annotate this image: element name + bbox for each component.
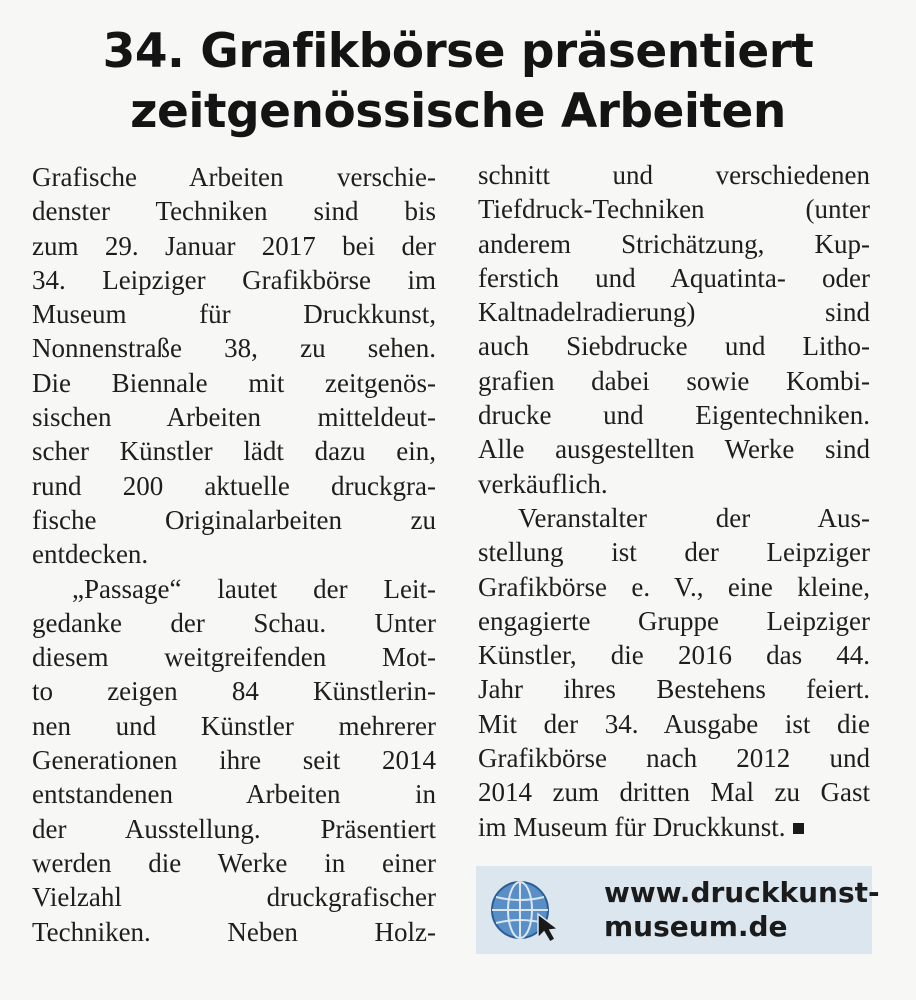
text-line: stellung ist der Leipziger <box>478 537 870 568</box>
text-line: ferstich und Aquatinta- oder <box>478 262 870 293</box>
website-url-line: www.druckkunst- <box>604 876 880 909</box>
text-line: der Ausstellung. Präsentiert <box>32 813 436 844</box>
text-line: gedanke der Schau. Unter <box>32 607 436 638</box>
text-line: Vielzahl druckgrafischer <box>32 882 436 913</box>
text-line: auch Siebdrucke und Litho- <box>478 331 870 362</box>
text-line: Alle ausgestellten Werke sind <box>478 434 870 465</box>
text-line: to zeigen 84 Künstlerin- <box>32 676 436 707</box>
text-line: entdecken. <box>32 539 149 570</box>
text-line: werden die Werke in einer <box>32 847 436 878</box>
article-column-right <box>478 158 870 844</box>
text-line: Mit der 34. Ausgabe ist die <box>478 708 870 739</box>
text-line-final-text: im Museum für Druckkunst. <box>478 811 786 842</box>
website-box <box>476 866 880 954</box>
text-line: Techniken. Neben Holz- <box>32 916 436 947</box>
text-line: scher Künstler lädt dazu ein, <box>32 436 436 467</box>
headline-line: zeitgenössische Arbeiten <box>130 84 786 139</box>
text-line: sischen Arbeiten mitteldeut- <box>32 402 436 433</box>
article-headline <box>0 22 916 142</box>
text-line: nen und Künstler mehrerer <box>32 710 436 741</box>
article-column-left <box>32 160 436 949</box>
text-line: Grafikbörse e. V., eine kleine, <box>478 571 870 602</box>
text-line: Museum für Druckkunst, <box>32 299 436 330</box>
text-line: schnitt und verschiedenen <box>478 160 870 190</box>
text-line-final <box>478 810 870 844</box>
text-line: rund 200 aktuelle druckgra- <box>32 470 436 501</box>
text-line: Kaltnadelradierung) sind <box>478 297 870 328</box>
globe-cursor-icon <box>488 878 568 944</box>
text-line: Grafische Arbeiten verschie- <box>32 162 436 192</box>
text-line: Künstler, die 2016 das 44. <box>478 640 870 671</box>
text-line: denster Techniken sind bis <box>32 196 436 227</box>
text-line: zum 29. Januar 2017 bei der <box>32 230 436 261</box>
text-line: Tiefdruck-Techniken (unter <box>478 194 870 225</box>
text-line: Veranstalter der Aus- <box>518 502 870 533</box>
text-line: grafien dabei sowie Kombi- <box>478 365 870 396</box>
headline-line: 34. Grafikbörse präsentiert <box>102 24 814 79</box>
text-line: Jahr ihres Bestehens feiert. <box>478 674 870 705</box>
text-line: „Passage“ lautet der Leit- <box>72 573 436 604</box>
text-line: Die Biennale mit zeitgenös- <box>32 367 436 398</box>
text-line: fische Originalarbeiten zu <box>32 504 436 535</box>
text-line: 2014 zum dritten Mal zu Gast <box>478 777 870 808</box>
text-line: Grafikbörse nach 2012 und <box>478 743 870 774</box>
website-url-line: museum.de <box>604 910 788 943</box>
text-line: 34. Leipziger Grafikbörse im <box>32 264 436 295</box>
end-of-article-square-icon <box>793 823 804 834</box>
website-url[interactable] <box>604 876 880 944</box>
text-line: verkäuflich. <box>478 468 608 499</box>
text-line: drucke und Eigentechniken. <box>478 400 870 431</box>
text-line: Nonnenstraße 38, zu sehen. <box>32 333 436 364</box>
text-line: anderem Strichätzung, Kup- <box>478 228 870 259</box>
text-line: engagierte Gruppe Leipziger <box>478 605 870 636</box>
text-line: diesem weitgreifenden Mot- <box>32 642 436 673</box>
text-line: Generationen ihre seit 2014 <box>32 745 436 776</box>
text-line: entstandenen Arbeiten in <box>32 779 436 810</box>
